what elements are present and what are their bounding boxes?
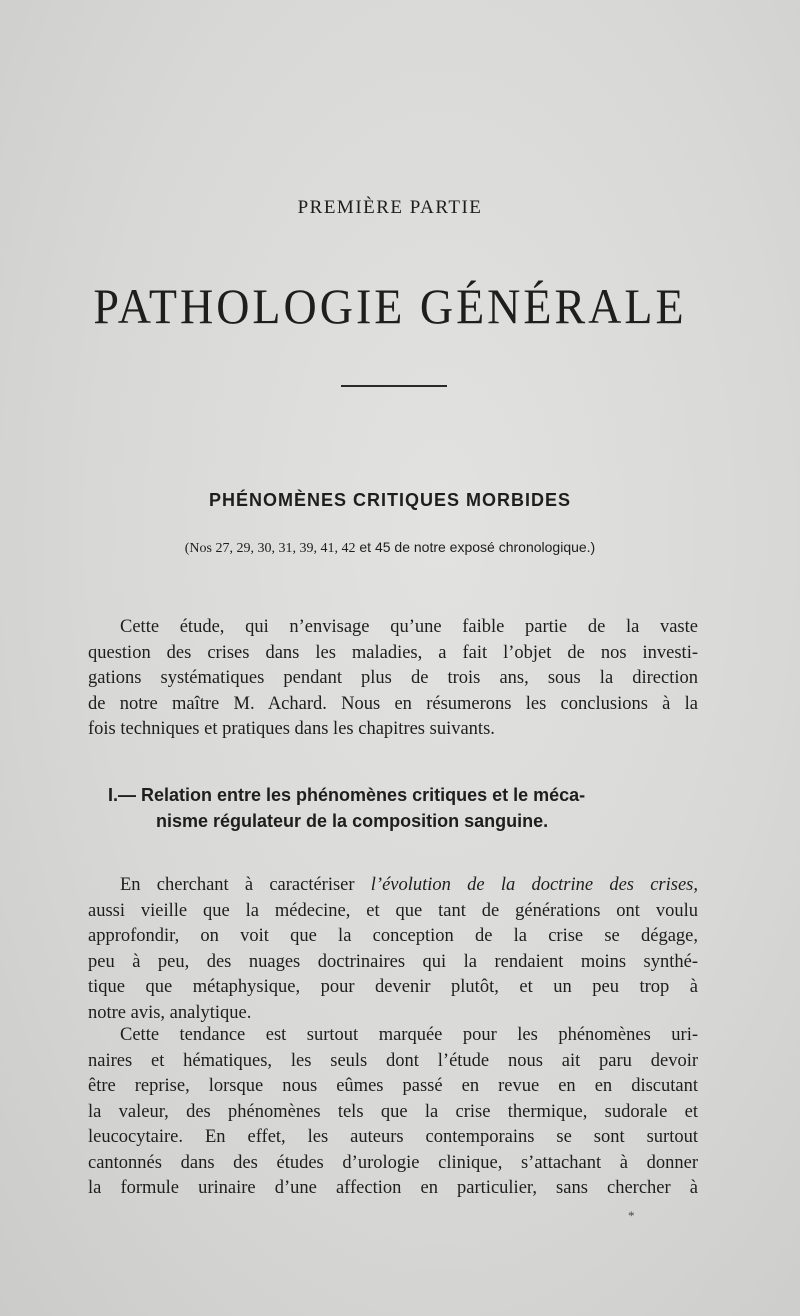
section-references — [0, 539, 780, 557]
section-title: PHÉNOMÈNES CRITIQUES MORBIDES — [208, 490, 572, 510]
body-line: notre avis, analytique. — [88, 1002, 252, 1023]
body-line: tique que métaphysique, pour devenir plutôt, et un peu trop à — [88, 977, 698, 997]
part-heading: PREMIÈRE PARTIE — [297, 197, 483, 218]
body-line: naires et hématiques, les seuls dont l’étude nous ait paru devoir — [88, 1050, 698, 1071]
intro-line: Cette étude, qui n’envisage qu’une faible partie de la vaste — [120, 617, 698, 637]
body-line: être reprise, lorsque nous eûmes passé en revue en en discutant — [88, 1076, 698, 1096]
body-paragraph-1 — [88, 873, 698, 1026]
body-paragraph-2 — [88, 1023, 698, 1202]
chapter-heading — [108, 782, 678, 834]
body-line: la valeur, des phénomènes tels que la crise thermique, sudorale et — [88, 1101, 698, 1122]
body-line: approfondir, on voit que la conception de la crise se dégage, — [88, 926, 698, 946]
signature-mark: * — [628, 1208, 635, 1223]
intro-line: question des crises dans les maladies, a fait l’objet de nos investi- — [88, 642, 698, 663]
body-line: la formule urinaire d’une affection en particulier, sans chercher à — [88, 1178, 698, 1198]
page-title: PATHOLOGIE GÉNÉRALE — [93, 278, 687, 335]
intro-line: gations systématiques pendant plus de trois ans, sous la direction — [88, 668, 698, 688]
intro-paragraph — [88, 615, 698, 743]
body-line: peu à peu, des nuages doctrinaires qui la rendaient moins synthé- — [88, 951, 698, 972]
body-line: Cette tendance est surtout marquée pour les phénomènes uri- — [120, 1025, 698, 1045]
intro-line: fois techniques et pratiques dans les chapitres suivants. — [88, 719, 495, 739]
title-rule — [341, 385, 447, 387]
references-numbers: (Nos 27, 29, 30, 31, 39, 41, 42 — [184, 541, 356, 556]
chapter-heading-line: nisme régulateur de la composition sanguine. — [156, 811, 549, 831]
body-line: aussi vieille que la médecine, et que tant de générations ont voulu — [88, 900, 698, 921]
body-line-text: En cherchant à caractériser — [120, 875, 371, 895]
body-line — [88, 873, 698, 899]
body-line: leucocytaire. En effet, les auteurs contemporains se sont surtout — [88, 1127, 698, 1147]
body-line-italic: l’évolution de la doctrine des crises, — [370, 875, 698, 895]
body-line: cantonnés dans des études d’urologie clinique, s’attachant à donner — [88, 1152, 698, 1173]
chapter-heading-line: I.— Relation entre les phénomènes critiques et le méca- — [108, 785, 586, 805]
references-text: et 45 de notre exposé chronologique.) — [355, 539, 596, 555]
intro-line: de notre maître M. Achard. Nous en résumerons les conclusions à la — [88, 693, 698, 714]
